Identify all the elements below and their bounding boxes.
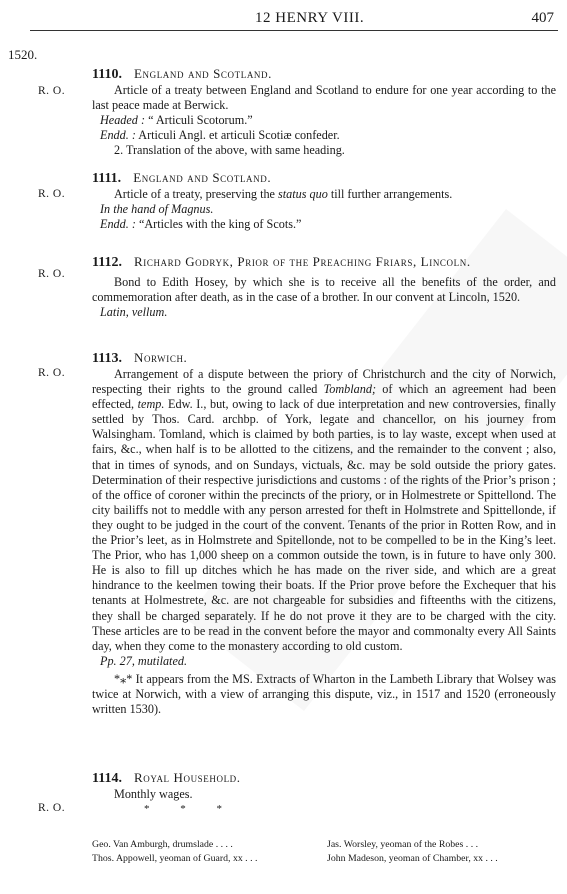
- entry-extra: 2. Translation of the above, with same heading.: [114, 143, 345, 158]
- wage-left: Thos. Appowell, yeoman of Guard, xx . . .: [92, 853, 258, 864]
- body-text: till further arrangements.: [330, 187, 453, 201]
- entry-body: [92, 367, 556, 654]
- footnote-text: It appears from the MS. Extracts of Wharton in the Lambeth Library that Wolsey was twice at Norwich, with a view of arranging this dispute, viz., in 1517 and 1520 (erroneously written 1530).: [92, 671, 556, 717]
- entry-number: 1112.: [92, 255, 122, 270]
- headed-value: “ Articuli Scotorum.”: [148, 113, 253, 128]
- wages-table: [92, 838, 562, 866]
- body-text: of which an agreement had been effected,: [92, 382, 557, 412]
- headed-label: Headed :: [100, 113, 146, 128]
- endd-label: Endd. :: [100, 128, 136, 143]
- ellipsis-stars: * * *: [144, 803, 236, 816]
- entry-number: 1111.: [92, 171, 122, 186]
- body-text: Arrangement of a dispute between the priory of Christchurch and the city of Norwich, respecting their rights to the ground called: [92, 367, 556, 397]
- wages-row: [92, 852, 562, 866]
- entry-note: Latin, vellum.: [100, 305, 168, 320]
- body-text: Article of a treaty, preserving the: [114, 187, 275, 201]
- margin-ref: R. O.: [38, 367, 66, 379]
- hand-note: In the hand of Magnus.: [100, 202, 214, 217]
- entry-number: 1114.: [92, 771, 122, 786]
- entry-number: 1113.: [92, 351, 122, 366]
- entry-1114: [92, 770, 556, 817]
- margin-ref: R. O.: [38, 802, 66, 814]
- entry-note: Pp. 27, mutilated.: [100, 653, 187, 668]
- entry-title: Richard Godryk, Prior of the Preaching Friars, Lincoln.: [133, 254, 471, 269]
- wages-row: [92, 838, 562, 852]
- entry-body: [92, 187, 556, 202]
- entry-1110: [92, 66, 556, 158]
- endd-label: Endd. :: [100, 217, 136, 232]
- entry-subtitle: Monthly wages.: [114, 787, 193, 801]
- body-text: Edw. I., but, owing to lack of due interpretation and new controversies, finally settled by Thos. Card. archbp. of York, legate and chancellor, on his journey from Walsingham. Tomland, which is claimed by both parties, is to lay waste, except when used at fairs, &c., when half is to be allotted to the citizens, and the remainder to the convent ; also, that in times of synods, and on Sundays, victuals, &c. may be sold outside the priory gates. Determination of their respective jurisdictions and customs : of the rights of the Prior’s prison ; of the office of coroner within the precincts of the priory, or in Holmestrete or Spittellond. The city bailiffs not to meddle with any person arrested for theft in Holmstrete and Spittellonde, if they ought to be judged in the court of the convent. Tenants of the prior in Rotten Row, and in the Prior’s leet, as in Holmstrete and Spitellonde, not to be compelled to be in the King’s leet. The Prior, who has 1,000 sheep on a common outside the town, is in future to have only 300. He is also to fill up ditches which he has made on the river side, and which are a great hindrance to the keelmen towing their boats. If the Prior prove before the Exchequer that his tenants at Holmestrete, &c. are not chargeable for subsidies and fifteenths with the citizens, they shall be charged separately. If he do not prove it they are to be charged with the city. These articles are to be read in the convent before the mayor and commonalty every All Saints day, when they come to the monastery according to old custom.: [92, 397, 557, 653]
- header-rule: [30, 30, 558, 31]
- margin-ref: R. O.: [38, 85, 66, 97]
- entry-title: Royal Household.: [133, 770, 241, 785]
- wage-left: Geo. Van Amburgh, drumslade . . . .: [92, 839, 233, 850]
- entry-1113: [92, 350, 556, 717]
- entry-body: Article of a treaty between England and Scotland to endure for one year according to the last peace made at Berwick.: [92, 83, 556, 113]
- entry-1112: [92, 254, 556, 320]
- footnote-mark: *⁎*: [114, 671, 133, 686]
- entry-title: Norwich.: [133, 350, 188, 365]
- footnote: [92, 672, 556, 717]
- endd-value: “Articles with the king of Scots.”: [138, 217, 302, 232]
- margin-year: 1520.: [8, 47, 38, 62]
- body-italic: Tombland;: [323, 382, 376, 397]
- margin-ref: R. O.: [38, 268, 66, 280]
- running-head: 12 HENRY VIII.: [255, 10, 365, 26]
- wage-right: John Madeson, yeoman of Chamber, xx . . .: [327, 853, 498, 864]
- page-header: [0, 8, 567, 30]
- page-number: 407: [531, 10, 554, 26]
- entry-body: Bond to Edith Hosey, by which she is to receive all the benefits of the order, and commemoration after death, as in the case of a brother. In our convent at Lincoln, 1520.: [92, 275, 556, 305]
- wage-right: Jas. Worsley, yeoman of the Robes . . .: [327, 839, 479, 850]
- entry-number: 1110.: [92, 67, 122, 82]
- entry-1111: [92, 170, 556, 232]
- entry-title: England and Scotland.: [133, 66, 272, 81]
- body-italic: status quo: [278, 187, 328, 201]
- entry-title: England and Scotland.: [133, 170, 272, 185]
- margin-ref: R. O.: [38, 188, 66, 200]
- body-italic: temp.: [137, 397, 165, 412]
- endd-value: Articuli Angl. et articuli Scotiæ confeder.: [138, 128, 340, 143]
